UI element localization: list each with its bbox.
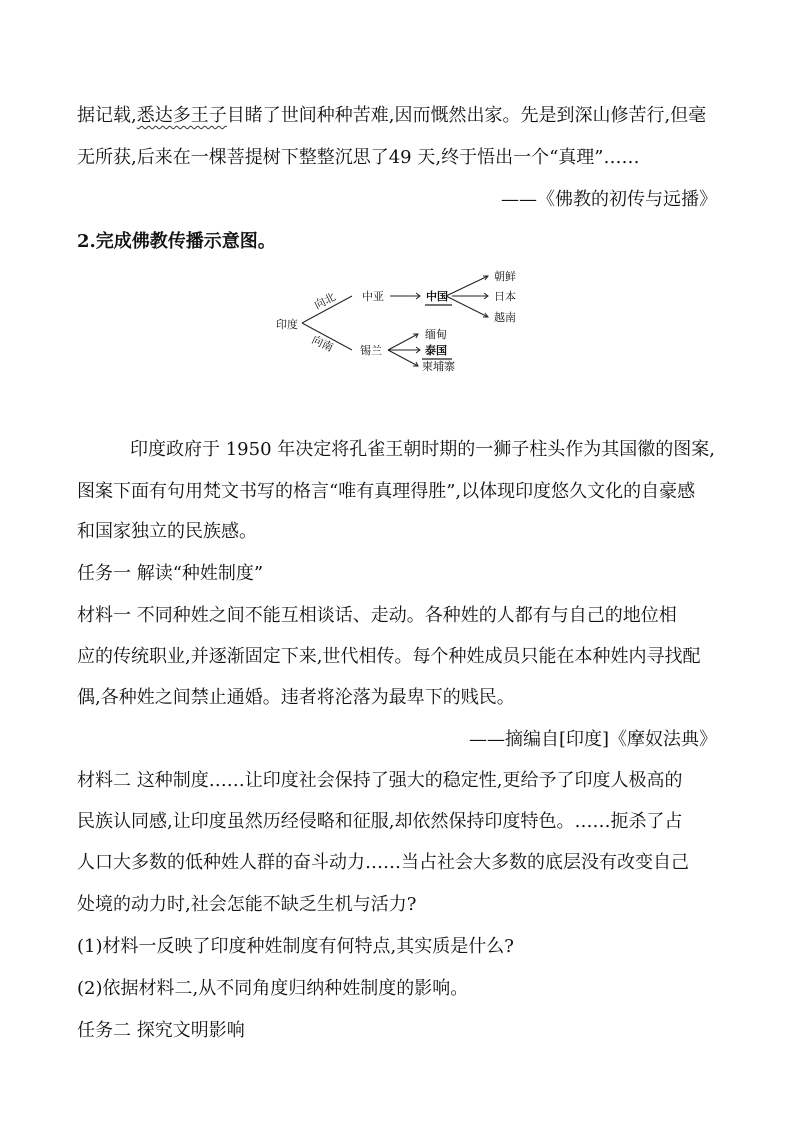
arrow-china-korea <box>446 276 488 296</box>
label-south: 向南 <box>309 333 336 355</box>
arrow-ceylon-burma <box>388 334 418 350</box>
material2-line-2: 民族认同感,让印度虽然历经侵略和征服,却依然保持印度特色。……扼杀了占 <box>77 811 683 832</box>
arrow-china-vietnam <box>446 296 488 317</box>
question-2-sub: (2)依据材料二,从不同角度归纳种姓制度的影响。 <box>77 978 469 999</box>
task2-title: 任务二 探究文明影响 <box>77 1020 245 1041</box>
node-central-asia: 中亚 <box>362 290 384 303</box>
node-india: 印度 <box>276 318 298 331</box>
node-burma: 缅甸 <box>425 328 447 341</box>
intro-line-1 <box>77 104 706 128</box>
material2-line-4: 处境的动力时,社会怎能不缺乏生机与活力? <box>77 894 417 915</box>
task1-title: 任务一 解读“种姓制度” <box>77 563 264 584</box>
paragraph-line-1: 印度政府于 1950 年决定将孔雀王朝时期的一狮子柱头作为其国徽的图案, <box>130 439 715 460</box>
node-thailand: 泰国 <box>425 344 447 357</box>
intro-name-underlined: 悉达多王子 <box>136 105 227 126</box>
intro-line-2: 无所获,后来在一棵菩提树下整整沉思了49 天,终于悟出一个“真理”…… <box>77 147 640 168</box>
paragraph-line-2: 图案下面有句用梵文书写的格言“唯有真理得胜”,以体现印度悠久文化的自豪感 <box>77 481 696 502</box>
node-china: 中国 <box>426 290 448 303</box>
label-north: 向北 <box>312 290 338 312</box>
question-1: (1)材料一反映了印度种姓制度有何特点,其实质是什么? <box>77 936 514 957</box>
intro-text: 目睹了世间种种苦难,因而慨然出家。先是到深山修苦行,但毫 <box>226 105 707 126</box>
intro-text: 据记载, <box>77 105 137 126</box>
intro-source: ——《佛教的初传与远播》 <box>501 189 717 210</box>
arrow-ceylon-cambodia <box>388 350 418 366</box>
buddhism-spread-diagram <box>270 262 530 382</box>
material1-source: ——摘编自[印度]《摩奴法典》 <box>468 729 717 750</box>
material1-line-1: 材料一 不同种姓之间不能互相谈话、走动。各种姓的人都有与自己的地位相 <box>77 605 677 626</box>
node-korea: 朝鲜 <box>494 270 516 283</box>
node-cambodia: 柬埔寨 <box>422 360 455 373</box>
question-2: 2.完成佛教传播示意图。 <box>77 231 276 252</box>
material1-line-2: 应的传统职业,并逐渐固定下来,世代相传。每个种姓成员只能在本种姓内寻找配 <box>77 646 701 667</box>
material2-line-1: 材料二 这种制度……让印度社会保持了强大的稳定性,更给予了印度人极高的 <box>77 770 683 791</box>
material1-line-3: 偶,各种姓之间禁止通婚。违者将沦落为最卑下的贱民。 <box>77 687 515 708</box>
paragraph-line-3: 和国家独立的民族感。 <box>77 521 257 542</box>
node-vietnam: 越南 <box>494 311 516 324</box>
material2-line-3: 人口大多数的低种姓人群的奋斗动力……当占社会大多数的底层没有改变自己 <box>77 852 689 873</box>
node-ceylon: 锡兰 <box>360 344 382 357</box>
node-japan: 日本 <box>494 290 516 303</box>
